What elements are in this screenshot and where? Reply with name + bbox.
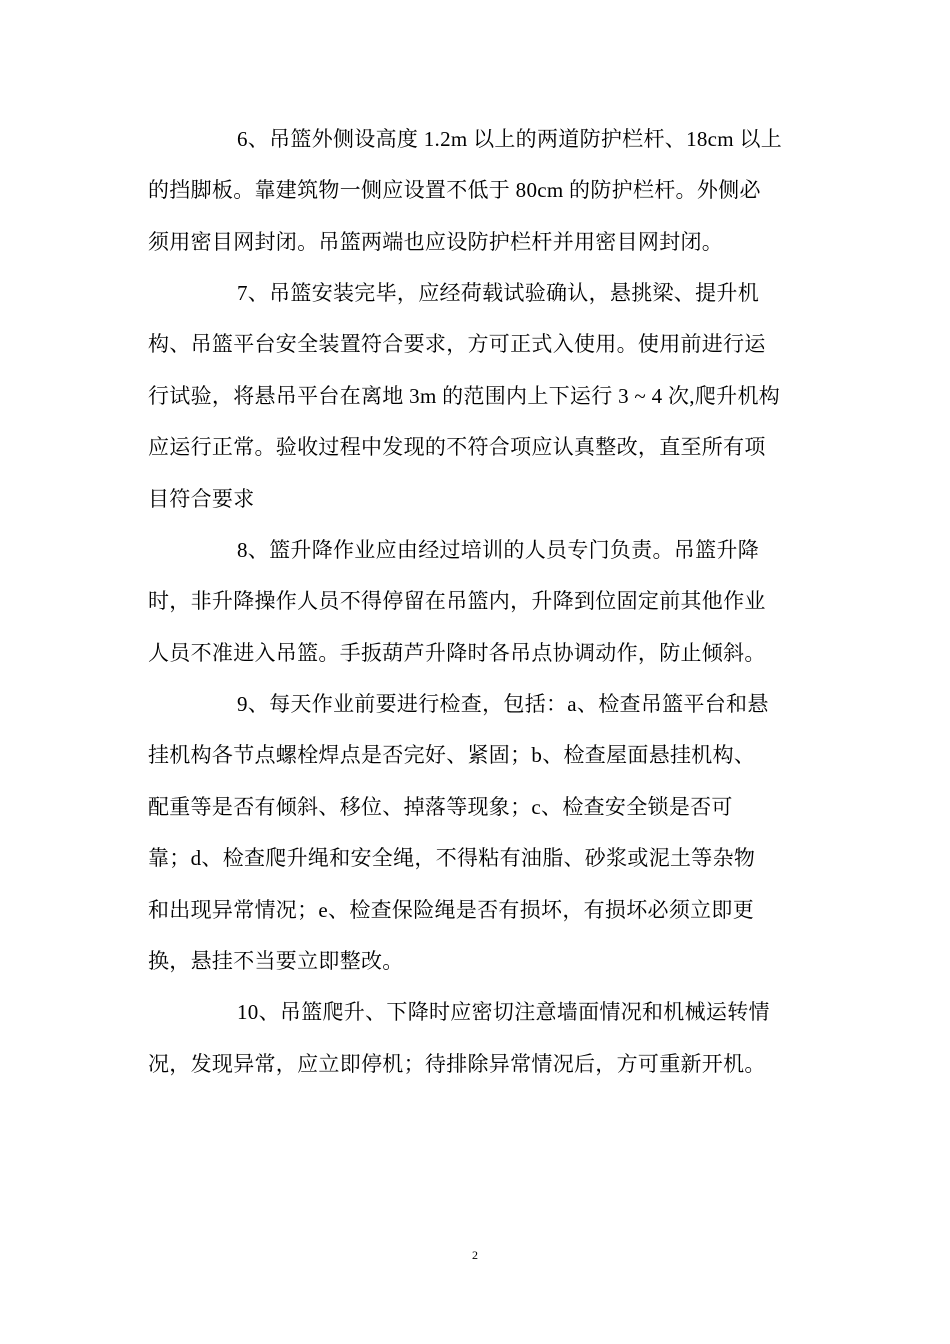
- paragraph-line: 目符合要求: [148, 487, 255, 511]
- paragraph-line: 靠；d、检查爬升绳和安全绳，不得粘有油脂、砂浆或泥土等杂物: [148, 846, 756, 870]
- paragraph-line: 须用密目网封闭。吊篮两端也应设防护栏杆并用密目网封闭。: [148, 230, 724, 254]
- paragraph-line: 7、吊篮安装完毕，应经荷载试验确认，悬挑梁、提升机: [237, 281, 759, 305]
- paragraph-line: 况，发现异常，应立即停机；待排除异常情况后，方可重新开机。: [148, 1052, 766, 1076]
- paragraph-line: 构、吊篮平台安全装置符合要求，方可正式入使用。使用前进行运: [148, 332, 766, 356]
- paragraph-line: 行试验，将悬吊平台在离地 3m 的范围内上下运行 3 ~ 4 次,爬升机构: [148, 384, 781, 408]
- paragraph-line: 9、每天作业前要进行检查，包括：a、检查吊篮平台和悬: [237, 692, 769, 716]
- paragraph-line: 8、篮升降作业应由经过培训的人员专门负责。吊篮升降: [237, 538, 759, 562]
- paragraph-line: 时，非升降操作人员不得停留在吊篮内，升降到位固定前其他作业: [148, 589, 766, 613]
- page-number: 2: [472, 1248, 478, 1262]
- paragraph-line: 换，悬挂不当要立即整改。: [148, 949, 404, 973]
- paragraph-line: 配重等是否有倾斜、移位、掉落等现象；c、检查安全锁是否可: [148, 795, 733, 819]
- paragraph-line: 人员不准进入吊篮。手扳葫芦升降时各吊点协调动作，防止倾斜。: [148, 641, 766, 665]
- paragraph-line: 挂机构各节点螺栓焊点是否完好、紧固；b、检查屋面悬挂机构、: [148, 743, 756, 767]
- paragraph-line: 应运行正常。验收过程中发现的不符合项应认真整改，直至所有项: [148, 435, 766, 459]
- paragraph-line: 6、吊篮外侧设高度 1.2m 以上的两道防护栏杆、18cm 以上: [237, 127, 783, 151]
- paragraph-line: 10、吊篮爬升、下降时应密切注意墙面情况和机械运转情: [237, 1000, 770, 1024]
- paragraph-line: 的挡脚板。靠建筑物一侧应设置不低于 80cm 的防护栏杆。外侧必: [148, 178, 761, 202]
- paragraph-line: 和出现异常情况；e、检查保险绳是否有损坏，有损坏必须立即更: [148, 898, 755, 922]
